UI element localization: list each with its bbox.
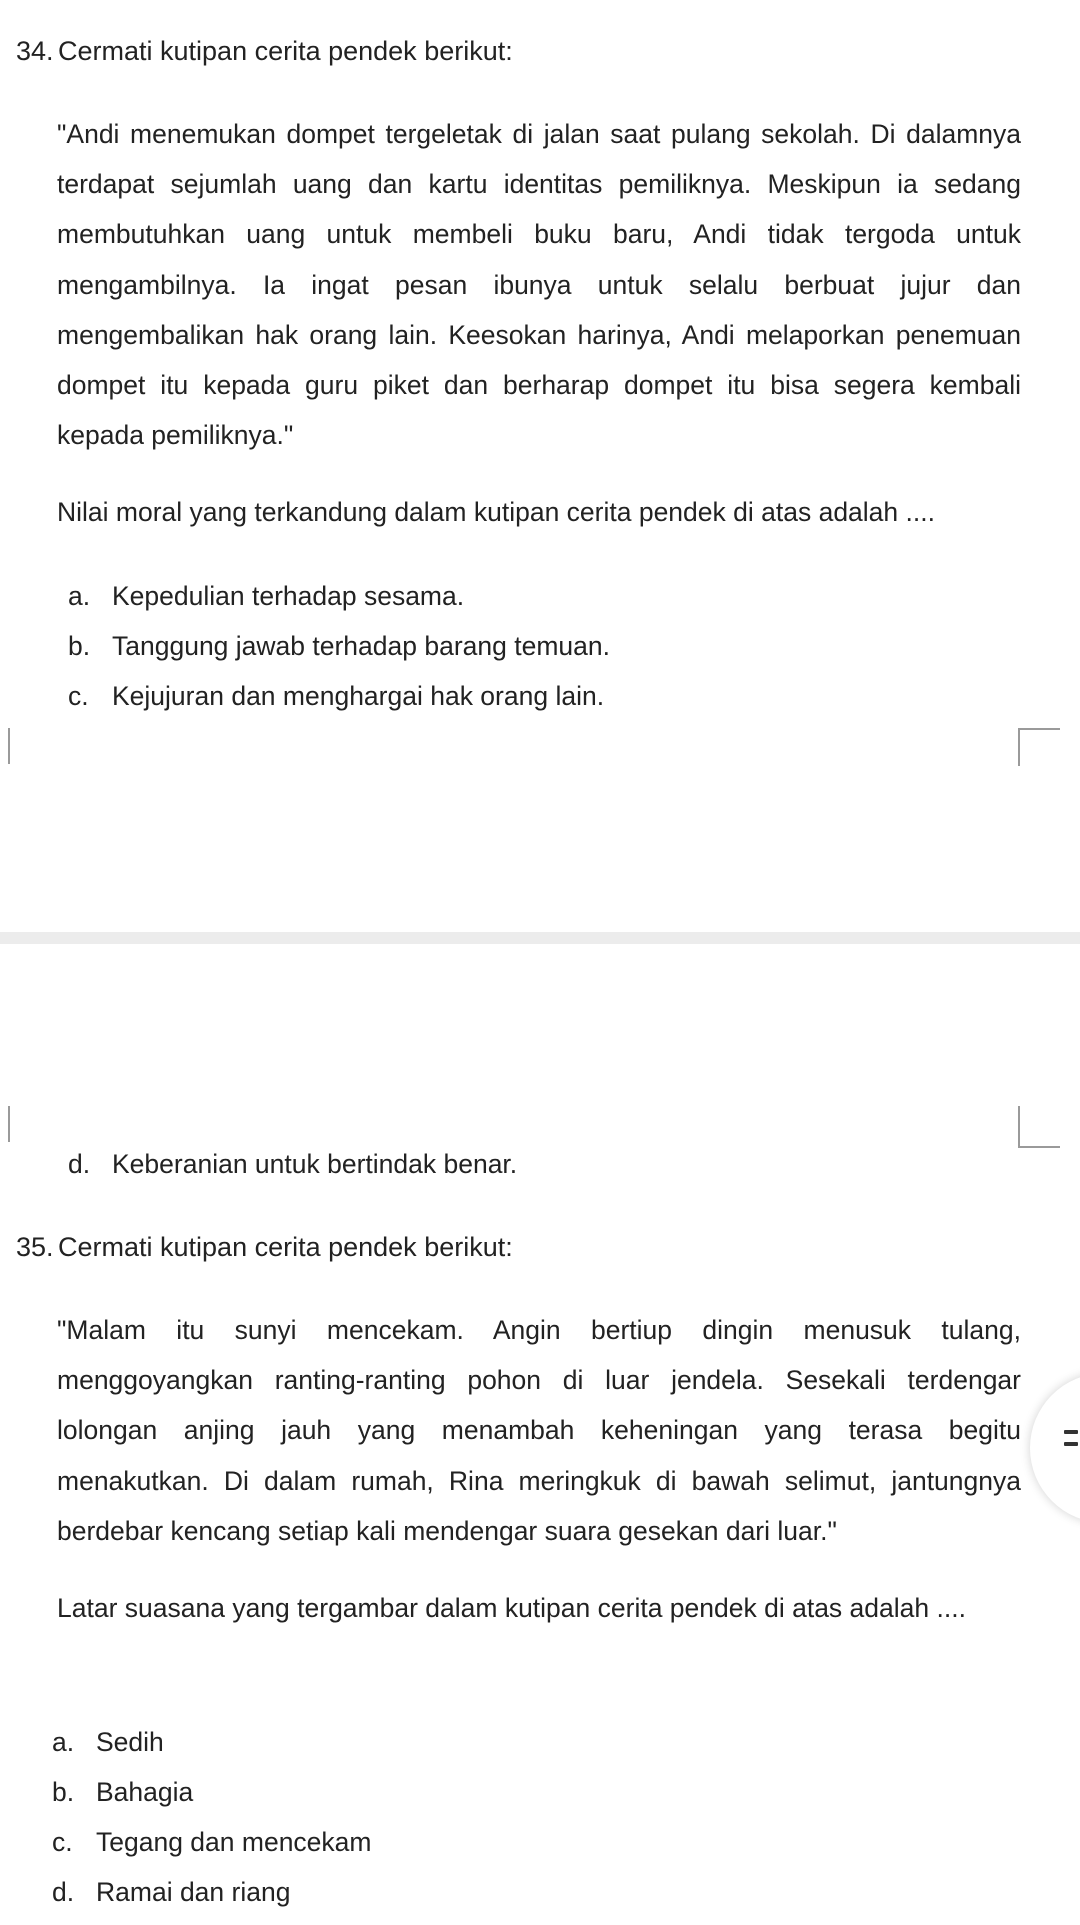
option-text: Keberanian untuk bertindak benar. (112, 1149, 518, 1179)
question-34-heading (16, 33, 513, 69)
option-label: b. (52, 1777, 75, 1807)
question-35-number: 35. (16, 1232, 54, 1262)
option-label: c. (68, 681, 89, 711)
option-label: d. (68, 1149, 91, 1179)
question-34-option-a[interactable] (68, 578, 464, 614)
question-34-prompt: Nilai moral yang terkandung dalam kutipan cerita pendek di atas adalah .... (57, 497, 935, 527)
question-35-option-a[interactable] (52, 1724, 164, 1760)
question-34-passage: "Andi menemukan dompet tergeletak di jalan saat pulang sekolah. Di dalamnya terdapat sejumlah uang dan kartu identitas pemiliknya. Meskipun ia sedang membutuhkan uang untuk membeli buku baru, Andi tidak tergoda untuk mengambilnya. Ia ingat pesan ibunya untuk selalu berbuat jujur dan mengembalikan hak orang lain. Keesokan harinya, Andi melaporkan penemuan dompet itu kepada guru piket dan berharap dompet itu bisa segera kembali kepada pemiliknya." (57, 119, 1021, 451)
question-35-option-c[interactable] (52, 1824, 371, 1860)
question-35-option-d[interactable] (52, 1874, 290, 1910)
question-34-option-d[interactable] (68, 1146, 517, 1182)
option-label: b. (68, 631, 91, 661)
question-34-option-b[interactable] (68, 628, 610, 664)
option-text: Kejujuran dan menghargai hak orang lain. (112, 681, 605, 711)
option-label: a. (52, 1727, 75, 1757)
crop-corner-bottom-left (0, 1106, 10, 1142)
drag-handle-icon[interactable] (1064, 1430, 1078, 1460)
question-35-option-b[interactable] (52, 1774, 193, 1810)
question-35-instruction: Cermati kutipan cerita pendek berikut: (58, 1232, 513, 1262)
crop-corner-top-left (0, 728, 10, 764)
question-34-instruction: Cermati kutipan cerita pendek berikut: (58, 36, 513, 66)
question-35-passage: "Malam itu sunyi mencekam. Angin bertiup dingin menusuk tulang, menggoyangkan ranting-ranting pohon di luar jendela. Sesekali terdengar lolongan anjing jauh yang menambah keheningan yang terasa begitu menakutkan. Di dalam rumah, Rina meringkuk di bawah selimut, jantungnya berdebar kencang setiap kali mendengar suara gesekan dari luar." (57, 1315, 1021, 1546)
crop-corner-top-right (1018, 728, 1060, 766)
option-text: Tanggung jawab terhadap barang temuan. (112, 631, 610, 661)
option-text: Ramai dan riang (96, 1877, 291, 1907)
option-label: d. (52, 1877, 75, 1907)
option-text: Sedih (96, 1727, 164, 1757)
option-text: Bahagia (96, 1777, 194, 1807)
option-text: Kepedulian terhadap sesama. (112, 581, 465, 611)
question-35-prompt: Latar suasana yang tergambar dalam kutipan cerita pendek di atas adalah .... (57, 1593, 966, 1623)
page-divider (0, 932, 1080, 944)
question-34-number: 34. (16, 36, 54, 66)
question-35-heading (16, 1229, 513, 1265)
question-34-option-c[interactable] (68, 678, 604, 714)
option-label: c. (52, 1827, 73, 1857)
option-label: a. (68, 581, 91, 611)
crop-corner-bottom-right (1018, 1106, 1060, 1148)
option-text: Tegang dan mencekam (96, 1827, 372, 1857)
